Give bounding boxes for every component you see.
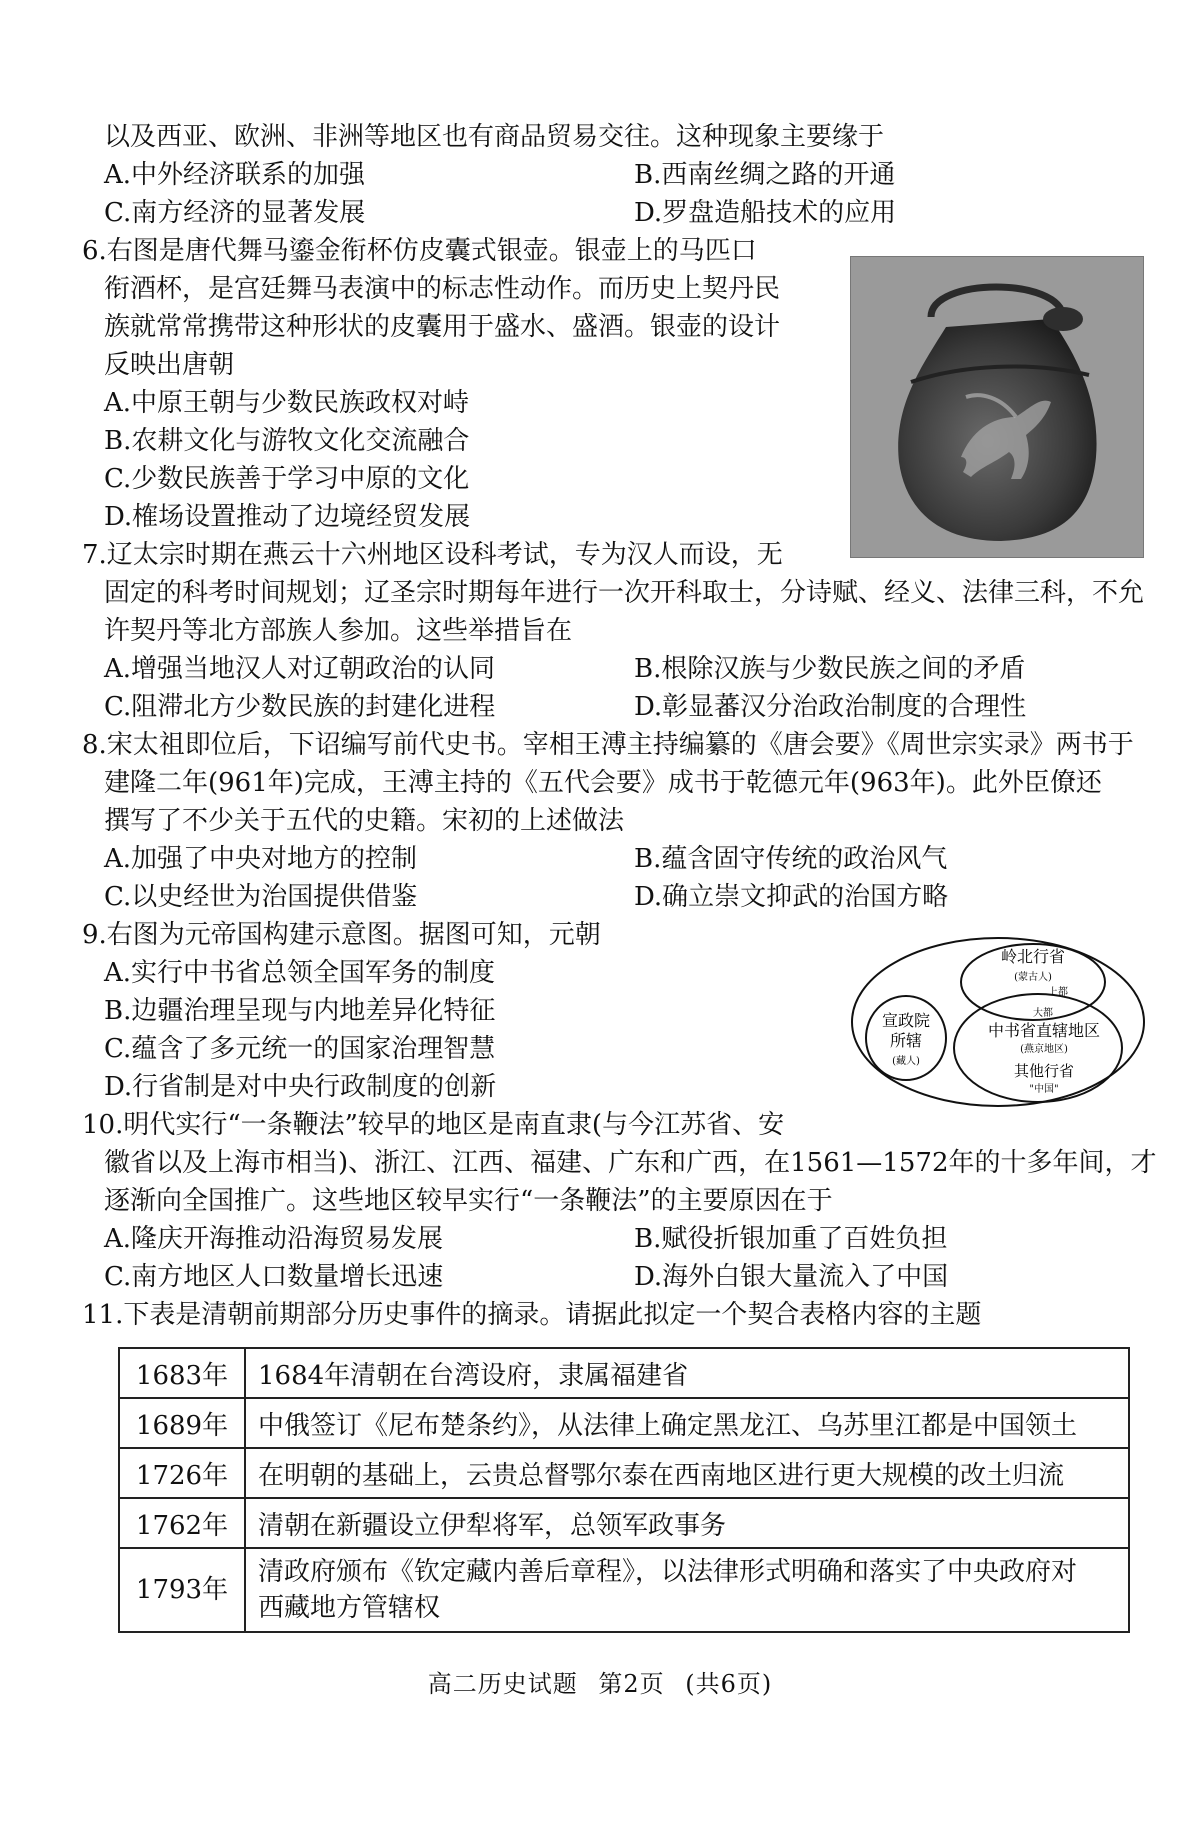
q10-line-2: 徽省以及上海市相当)、浙江、江西、福建、广东和广西，在1561—1572年的十多年间，才 [104, 1148, 1157, 1178]
silver-vase-drawing [851, 257, 1143, 557]
dadu-label: 大都 [1033, 1008, 1053, 1019]
table-event-cell: 在明朝的基础上，云贵总督鄂尔泰在西南地区进行更大规模的改土归流 [245, 1448, 1129, 1498]
table-row [119, 1348, 1129, 1398]
lingbei-label: 岭北行省 [1000, 947, 1066, 966]
q7-option-b: B.根除汉族与少数民族之间的矛盾 [634, 654, 1026, 684]
table-year-cell: 1689年 [119, 1398, 245, 1448]
qing-events-table [118, 1347, 1130, 1633]
q9-line-1: 9.右图为元帝国构建示意图。据图可知，元朝 [82, 920, 601, 950]
other-provinces-label: 其他行省 [1013, 1062, 1075, 1080]
q10-line-1: 10.明代实行“一条鞭法”较早的地区是南直隶(与今江苏省、安 [82, 1110, 785, 1140]
q6-line-3: 族就常常携带这种形状的皮囊用于盛水、盛酒。银壶的设计 [104, 312, 781, 342]
xuanzheng-sub-label: (藏人) [892, 1056, 920, 1067]
q5-text: 以及西亚、欧洲、非洲等地区也有商品贸易交往。这种现象主要缘于 [104, 122, 885, 152]
lingbei-sub-label: (蒙古人) [1014, 972, 1052, 983]
yuan-empire-diagram [848, 930, 1148, 1110]
table-row [119, 1448, 1129, 1498]
xuanzheng-label-2: 所辖 [889, 1031, 923, 1050]
xuanzheng-label-1: 宣政院 [881, 1011, 931, 1030]
footer-total: (共6页) [685, 1670, 773, 1698]
shangdu-label: 上都 [1048, 987, 1068, 998]
q10-option-d: D.海外白银大量流入了中国 [634, 1262, 949, 1292]
q6-line-1: 6.右图是唐代舞马鎏金衔杯仿皮囊式银壶。银壶上的马匹口 [82, 236, 757, 266]
q6-option-b: B.农耕文化与游牧文化交流融合 [104, 426, 470, 456]
zhongshu-sub-label: (燕京地区) [1020, 1044, 1068, 1055]
table-row [119, 1398, 1129, 1448]
q7-line-3: 许契丹等北方部族人参加。这些举措旨在 [104, 616, 573, 646]
q9-option-c: C.蕴含了多元统一的国家治理智慧 [104, 1034, 496, 1064]
q8-line-3: 撰写了不少关于五代的史籍。宋初的上述做法 [104, 806, 625, 836]
q8-options-ab [82, 840, 1142, 878]
q9-option-d: D.行省制是对中央行政制度的创新 [104, 1072, 497, 1102]
table-row [119, 1498, 1129, 1548]
q10-option-b: B.赋役折银加重了百姓负担 [634, 1224, 948, 1254]
q6-option-c: C.少数民族善于学习中原的文化 [104, 464, 470, 494]
q8-option-b: B.蕴含固守传统的政治风气 [634, 844, 948, 874]
table-year-cell: 1726年 [119, 1448, 245, 1498]
q7-option-d: D.彰显蕃汉分治政治制度的合理性 [634, 692, 1027, 722]
table-year-cell: 1793年 [119, 1548, 245, 1632]
q6-option-d: D.榷场设置推动了边境经贸发展 [104, 502, 471, 532]
yuan-empire-svg [848, 930, 1148, 1110]
table-event-cell: 1684年清朝在台湾设府，隶属福建省 [245, 1348, 1129, 1398]
silver-vase-image [850, 256, 1144, 558]
table-year-cell: 1762年 [119, 1498, 245, 1548]
q11-stem: 11.下表是清朝前期部分历史事件的摘录。请据此拟定一个契合表格内容的主题 [82, 1300, 982, 1330]
table-event-line-2: 西藏地方管辖权 [258, 1593, 441, 1623]
q7-line-1: 7.辽太宗时期在燕云十六州地区设科考试，专为汉人而设，无 [82, 540, 783, 570]
q8-line-2: 建隆二年(961年)完成，王溥主持的《五代会要》成书于乾德元年(963年)。此外臣僚还 [104, 768, 1102, 798]
other-provinces-sub-label: "中国" [1029, 1084, 1059, 1095]
q5-options-cd [82, 194, 1142, 232]
q8-line-1: 8.宋太祖即位后，下诏编写前代史书。宰相王溥主持编纂的《唐会要》《周世宗实录》两书于 [82, 730, 1134, 760]
footer-page: 第2页 [598, 1670, 665, 1698]
table-row [119, 1548, 1129, 1632]
q10-options-ab [82, 1220, 1142, 1258]
table-event-cell: 中俄签订《尼布楚条约》，从法律上确定黑龙江、乌苏里江都是中国领土 [245, 1398, 1129, 1448]
q10-options-cd [82, 1258, 1142, 1296]
q6-line-4: 反映出唐朝 [104, 350, 235, 380]
q7-options-ab [82, 650, 1142, 688]
q5-option-a: A.中外经济联系的加强 [104, 160, 366, 190]
q5-options-ab [82, 156, 1142, 194]
q8-option-c: C.以史经世为治国提供借鉴 [104, 882, 418, 912]
page-footer [0, 1664, 1200, 1699]
q7-option-a: A.增强当地汉人对辽朝政治的认同 [104, 654, 496, 684]
q9-option-a: A.实行中书省总领全国军务的制度 [104, 958, 496, 988]
table-event-cell: 清朝在新疆设立伊犁将军，总领军政事务 [245, 1498, 1129, 1548]
q7-options-cd [82, 688, 1142, 726]
table-year-cell: 1683年 [119, 1348, 245, 1398]
table-event-cell [245, 1548, 1129, 1632]
zhongshu-label: 中书省直辖地区 [987, 1021, 1101, 1040]
q8-option-d: D.确立崇文抑武的治国方略 [634, 882, 949, 912]
q5-option-c: C.南方经济的显著发展 [104, 198, 366, 228]
q6-option-a: A.中原王朝与少数民族政权对峙 [104, 388, 470, 418]
q9-option-b: B.边疆治理呈现与内地差异化特征 [104, 996, 496, 1026]
q7-line-2: 固定的科考时间规划；辽圣宗时期每年进行一次开科取士，分诗赋、经义、法律三科，不允 [104, 578, 1145, 608]
footer-title: 高二历史试题 [427, 1670, 578, 1698]
q10-option-c: C.南方地区人口数量增长迅速 [104, 1262, 444, 1292]
q5-option-b: B.西南丝绸之路的开通 [634, 160, 896, 190]
q10-option-a: A.隆庆开海推动沿海贸易发展 [104, 1224, 444, 1254]
q8-option-a: A.加强了中央对地方的控制 [104, 844, 418, 874]
q6-line-2: 衔酒杯，是宫廷舞马表演中的标志性动作。而历史上契丹民 [104, 274, 781, 304]
q7-option-c: C.阻滞北方少数民族的封建化进程 [104, 692, 496, 722]
q5-option-d: D.罗盘造船技术的应用 [634, 198, 897, 228]
table-event-line-1: 清政府颁布《钦定藏内善后章程》，以法律形式明确和落实了中央政府对 [258, 1557, 1078, 1587]
q10-line-3: 逐渐向全国推广。这些地区较早实行“一条鞭法”的主要原因在于 [104, 1186, 833, 1216]
q8-options-cd [82, 878, 1142, 916]
